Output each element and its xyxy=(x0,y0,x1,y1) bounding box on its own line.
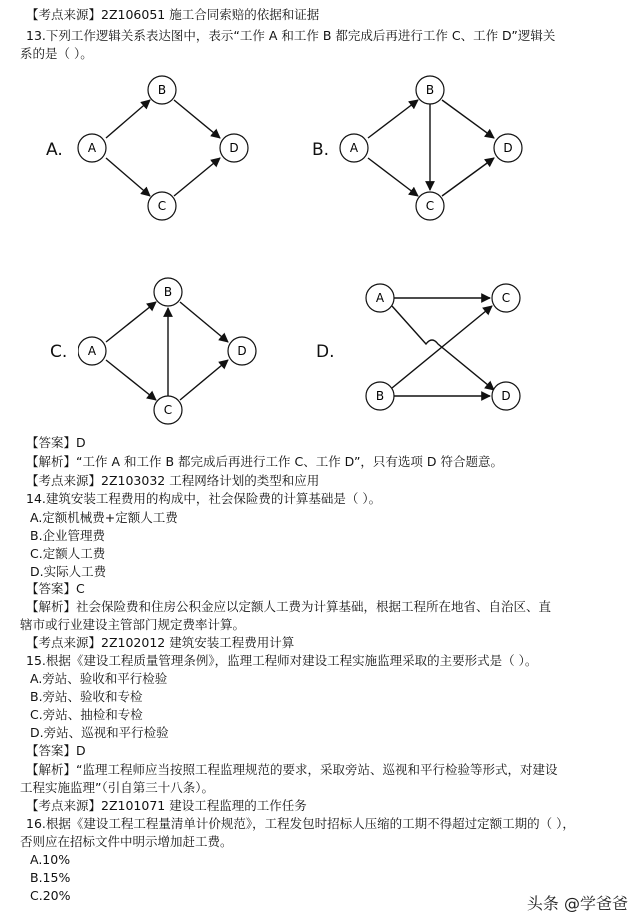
q15-option-a: A.旁站、验收和平行检验 xyxy=(30,671,168,686)
arrow-c-d xyxy=(174,158,220,196)
q14-source: 【考点来源】2Z103032 工程网络计划的类型和应用 xyxy=(26,473,320,488)
node-a xyxy=(78,134,106,162)
q14-stem: 14.建筑安装工程费用的构成中，社会保险费的计算基础是（ ）。 xyxy=(26,491,382,506)
node-d xyxy=(492,382,520,410)
q15-option-d: D.旁站、巡视和平行检验 xyxy=(30,725,169,740)
svg-text:A: A xyxy=(375,291,385,305)
q14-option-b: B.企业管理费 xyxy=(30,528,106,543)
q16-option-b: B.15% xyxy=(30,870,71,885)
arrow-a-c xyxy=(368,158,418,196)
svg-text:D: D xyxy=(237,344,247,358)
arrow-a-c xyxy=(106,360,156,400)
q15-analysis-line2: 工程实施监理”（引自第三十八条）。 xyxy=(20,780,214,795)
q13-source: 【考点来源】2Z106051 施工合同索赔的依据和证据 xyxy=(26,7,320,22)
arrow-b-d xyxy=(180,302,228,342)
node-a xyxy=(78,337,106,365)
arrow-c-d xyxy=(180,360,228,400)
q15-source: 【考点来源】2Z102012 建筑安装工程费用计算 xyxy=(26,635,295,650)
node-c xyxy=(416,192,444,220)
q16-option-c: C.20% xyxy=(30,888,71,903)
arrow-b-d xyxy=(442,100,494,138)
q15-option-c: C.旁站、抽检和专检 xyxy=(30,707,143,722)
q14-answer: 【答案】C xyxy=(26,581,85,596)
arrow-c-d xyxy=(442,158,494,196)
svg-text:C: C xyxy=(163,403,173,417)
q15-analysis-line1: 【解析】“监理工程师应当按照工程监理规范的要求，采取旁站、巡视和平行检验等形式，对建设 xyxy=(26,762,558,777)
diagram-d xyxy=(360,278,540,418)
q13-answer: 【答案】D xyxy=(26,435,86,450)
svg-text:D: D xyxy=(503,141,513,155)
diagram-b xyxy=(332,70,532,230)
arrow-b-d xyxy=(174,100,220,138)
option-a-label: A. xyxy=(46,140,63,160)
diagram-a xyxy=(70,70,270,230)
svg-text:C: C xyxy=(157,199,167,213)
q15-option-b: B.旁站、验收和专检 xyxy=(30,689,143,704)
q13-stem-line2: 系的是（ ）。 xyxy=(20,46,93,61)
q14-option-a: A.定额机械费+定额人工费 xyxy=(30,510,178,525)
q16-stem-line2: 否则应在招标文件中明示增加赶工费。 xyxy=(20,834,233,849)
q14-analysis-line1: 【解析】社会保险费和住房公积金应以定额人工费为计算基础，根据工程所在地省、自治区、直 xyxy=(26,599,552,614)
q14-option-d: D.实际人工费 xyxy=(30,564,107,579)
node-c xyxy=(154,396,182,424)
q14-analysis-line2: 辖市或行业建设主管部门规定费率计算。 xyxy=(20,617,246,632)
option-c-label: C. xyxy=(50,342,68,362)
diagram-c xyxy=(78,272,278,432)
node-d xyxy=(220,134,248,162)
node-b xyxy=(416,76,444,104)
node-b xyxy=(366,382,394,410)
node-b xyxy=(154,278,182,306)
arrow-a-d xyxy=(392,306,494,390)
arrow-a-b xyxy=(106,100,150,138)
node-c xyxy=(492,284,520,312)
node-c xyxy=(148,192,176,220)
node-d xyxy=(494,134,522,162)
q16-option-a: A.10% xyxy=(30,852,71,867)
arrow-a-b xyxy=(368,100,418,138)
svg-text:A: A xyxy=(87,344,97,358)
svg-text:B: B xyxy=(375,389,385,403)
q16-source: 【考点来源】2Z101071 建设工程监理的工作任务 xyxy=(26,798,307,813)
svg-text:A: A xyxy=(349,141,359,155)
q15-answer: 【答案】D xyxy=(26,743,86,758)
node-a xyxy=(366,284,394,312)
svg-text:D: D xyxy=(501,389,511,403)
svg-text:A: A xyxy=(87,141,97,155)
arrow-a-b xyxy=(106,302,156,342)
q14-option-c: C.定额人工费 xyxy=(30,546,106,561)
option-d-label: D. xyxy=(316,342,335,362)
q15-stem: 15.根据《建设工程质量管理条例》，监理工程师对建设工程实施监理采取的主要形式是（ ）。 xyxy=(26,653,538,668)
node-d xyxy=(228,337,256,365)
svg-text:D: D xyxy=(229,141,239,155)
q16-stem-line1: 16.根据《建设工程工程量清单计价规范》，工程发包时招标人压缩的工期不得超过定额工期的（ ）， xyxy=(26,816,575,831)
watermark: 头条 @学爸爸 xyxy=(526,894,628,913)
q13-stem-line1: 13.下列工作逻辑关系表达图中，表示“工作 A 和工作 B 都完成后再进行工作 C、工作 D”逻辑关 xyxy=(26,28,556,43)
svg-text:B: B xyxy=(163,285,173,299)
svg-text:B: B xyxy=(425,83,435,97)
svg-text:C: C xyxy=(425,199,435,213)
node-b xyxy=(148,76,176,104)
svg-text:C: C xyxy=(501,291,511,305)
option-b-label: B. xyxy=(312,140,330,160)
svg-text:B: B xyxy=(157,83,167,97)
q13-analysis: 【解析】“工作 A 和工作 B 都完成后再进行工作 C、工作 D”，只有选项 D 符合题意。 xyxy=(26,454,504,469)
node-a xyxy=(340,134,368,162)
arrow-a-c xyxy=(106,158,150,196)
